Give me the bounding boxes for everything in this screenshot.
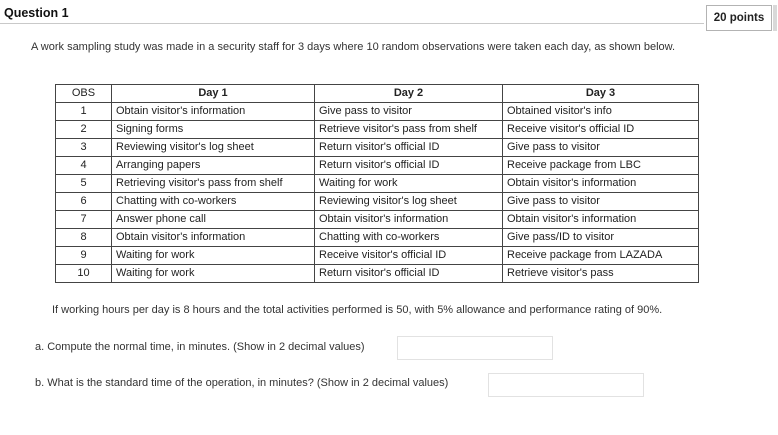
table-row [56,193,699,211]
table-row [56,229,699,247]
header-day-1: Day 1 [112,85,315,103]
cell-day-1: Obtain visitor's information [112,229,315,247]
header-day-3: Day 3 [503,85,699,103]
given-conditions: If working hours per day is 8 hours and the total activities performed is 50, with 5% allowance and performance rating of 90%. [52,304,663,316]
cell-day-1: Waiting for work [112,265,315,283]
cell-day-2: Waiting for work [315,175,503,193]
table-row [56,247,699,265]
question-title: Question 1 [4,6,69,20]
cell-day-3: Retrieve visitor's pass [503,265,699,283]
cell-day-3: Receive package from LBC [503,157,699,175]
cell-day-3: Obtained visitor's info [503,103,699,121]
cell-day-3: Give pass to visitor [503,139,699,157]
cell-day-3: Give pass/ID to visitor [503,229,699,247]
part-b-answer-input[interactable] [488,373,644,397]
part-a-label: a. Compute the normal time, in minutes. (Show in 2 decimal values) [35,341,365,353]
cell-day-3: Receive package from LAZADA [503,247,699,265]
cell-obs: 6 [56,193,112,211]
cell-obs: 3 [56,139,112,157]
cell-day-3: Obtain visitor's information [503,175,699,193]
cell-day-2: Return visitor's official ID [315,139,503,157]
cell-obs: 1 [56,103,112,121]
table-row [56,121,699,139]
cell-obs: 7 [56,211,112,229]
cell-day-1: Arranging papers [112,157,315,175]
table-header-row [56,85,699,103]
cell-day-1: Reviewing visitor's log sheet [112,139,315,157]
cell-day-1: Answer phone call [112,211,315,229]
header-obs: OBS [56,85,112,103]
cell-day-1: Signing forms [112,121,315,139]
cell-day-3: Obtain visitor's information [503,211,699,229]
question-header [0,0,778,37]
cell-day-2: Reviewing visitor's log sheet [315,193,503,211]
table-row [56,103,699,121]
points-badge: 20 points [706,5,772,31]
table-row [56,211,699,229]
points-badge-edge [773,5,777,31]
cell-day-2: Return visitor's official ID [315,265,503,283]
cell-day-1: Chatting with co-workers [112,193,315,211]
part-b-label: b. What is the standard time of the operation, in minutes? (Show in 2 decimal values) [35,377,449,389]
header-divider [0,23,704,24]
cell-day-1: Obtain visitor's information [112,103,315,121]
cell-obs: 4 [56,157,112,175]
cell-day-2: Return visitor's official ID [315,157,503,175]
cell-obs: 9 [56,247,112,265]
cell-obs: 5 [56,175,112,193]
question-intro: A work sampling study was made in a security staff for 3 days where 10 random observations were taken each day, as shown below. [31,41,676,53]
header-day-2: Day 2 [315,85,503,103]
cell-day-3: Receive visitor's official ID [503,121,699,139]
cell-obs: 2 [56,121,112,139]
cell-obs: 8 [56,229,112,247]
cell-obs: 10 [56,265,112,283]
cell-day-2: Retrieve visitor's pass from shelf [315,121,503,139]
cell-day-2: Receive visitor's official ID [315,247,503,265]
cell-day-3: Give pass to visitor [503,193,699,211]
table-row [56,265,699,283]
part-a-answer-input[interactable] [397,336,553,360]
cell-day-1: Waiting for work [112,247,315,265]
cell-day-2: Chatting with co-workers [315,229,503,247]
cell-day-1: Retrieving visitor's pass from shelf [112,175,315,193]
table-row [56,139,699,157]
table-row [56,175,699,193]
cell-day-2: Give pass to visitor [315,103,503,121]
table-row [56,157,699,175]
cell-day-2: Obtain visitor's information [315,211,503,229]
observation-table [55,84,699,283]
